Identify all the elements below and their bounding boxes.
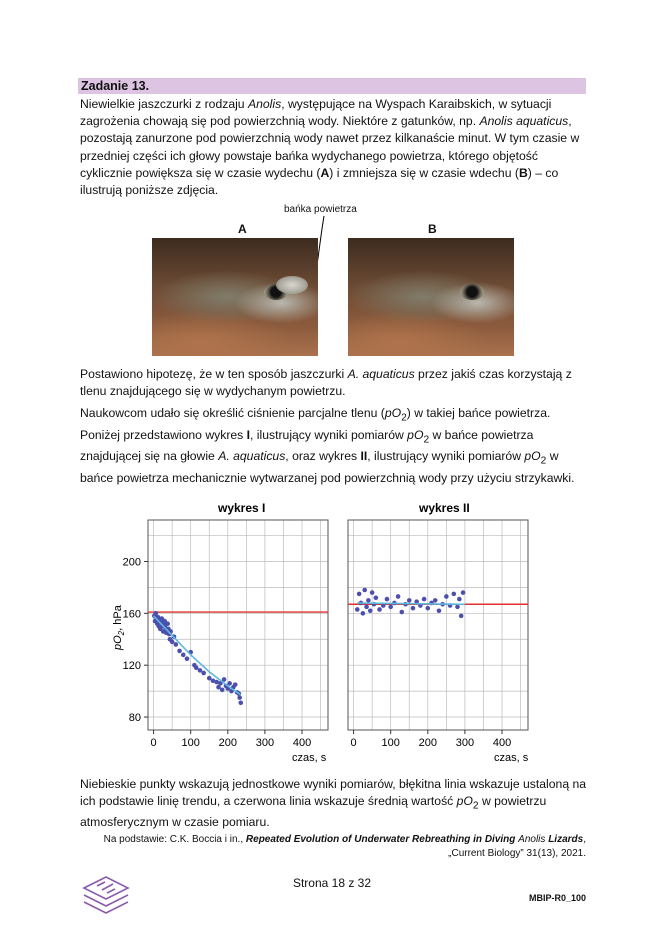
- data-point: [457, 597, 462, 602]
- data-point: [220, 688, 225, 693]
- hypothesis-paragraph: Postawiono hipotezę, że w ten sposób jaszczurki A. aquaticus przez jakiś czas korzystają z tlenu znajdującego się w wydychanym powietrzu.: [80, 367, 572, 399]
- chart-2-xlabel: czas, s: [494, 752, 529, 764]
- data-point: [361, 611, 366, 616]
- data-point: [201, 671, 206, 676]
- plot-frame: [348, 520, 528, 730]
- intro-paragraph: Niewielkie jaszczurki z rodzaju Anolis, występujące na Wyspach Karaibskich, w sytuacji zagrożenia chowają się pod powierzchnią wody. Niektóre z gatunków, np. Anolis aquaticus, pozostają zanurzone pod powierzchnią wody nawet przez kilkanaście minut. W tym czasie w przedniej części ich głowy powstaje bańka wydychanego powietrza, którego objętość cyklicznie powiększa się w czasie wydechu (A) i zmniejsza się w czasie wdechu (B) – co ilustrują poniższe zdjęcia.: [80, 97, 580, 198]
- y-tick-label: 80: [128, 712, 141, 725]
- x-tick-label: 300: [255, 737, 275, 749]
- x-tick-label: 300: [455, 737, 475, 749]
- x-tick-label: 0: [350, 737, 357, 749]
- chart-wykres-1: [123, 520, 328, 749]
- x-tick-label: 400: [492, 737, 512, 749]
- data-point: [362, 588, 367, 593]
- data-point: [207, 676, 212, 681]
- data-point: [198, 668, 203, 673]
- photo-a-label: A: [238, 222, 247, 236]
- chart-2-title: wykres II: [419, 501, 470, 515]
- y-tick-label: 160: [122, 608, 141, 621]
- data-point: [437, 608, 442, 613]
- data-point: [444, 594, 449, 599]
- data-point: [194, 665, 199, 670]
- y-tick-label: 200: [122, 556, 141, 569]
- photo-b-label: B: [428, 222, 437, 236]
- data-point: [370, 590, 375, 595]
- data-point: [377, 607, 382, 612]
- data-point: [237, 695, 242, 700]
- data-point: [177, 649, 182, 654]
- x-tick-label: 200: [418, 737, 437, 749]
- data-point: [461, 590, 466, 595]
- data-point: [433, 598, 438, 603]
- data-point: [422, 597, 427, 602]
- chart-1-xlabel: czas, s: [292, 752, 327, 764]
- x-tick-label: 100: [181, 737, 200, 749]
- data-point: [153, 611, 158, 616]
- exam-code: MBIP-R0_100: [528, 893, 586, 903]
- data-point: [364, 605, 369, 610]
- chart-1-title: wykres I: [218, 501, 266, 515]
- data-point: [165, 621, 170, 626]
- task-title: Zadanie 13.: [81, 79, 150, 93]
- data-point: [388, 605, 393, 610]
- chart-wykres-2: [348, 520, 528, 749]
- data-point: [233, 682, 238, 687]
- chart-1-ylabel: $pO_2$, hPa: [112, 605, 126, 650]
- data-point: [451, 592, 456, 597]
- data-point: [181, 653, 186, 658]
- data-point: [368, 608, 373, 613]
- data-point: [425, 606, 430, 611]
- bubble-label: bańka powietrza: [284, 204, 357, 215]
- research-paragraph: Naukowcom udało się określić ciśnienie parcjalne tlenu $(pO_2)$ w takiej bańce powietrza. Poniżej przedstawiono wykres I, ilustrujący wyniki pomiarów $pO_2$ w bańce powietrza znajdującej się na głowie A. aquaticus, oraz wykres II, ilustrujący wyniki pomiarów $pO_2$ w bańce powietrza mechanicznie wytwarzanej pod powierzchnią wody przy użyciu strzykawki.: [80, 406, 575, 485]
- data-point: [185, 656, 190, 661]
- data-point: [459, 614, 464, 619]
- y-tick-label: 120: [122, 660, 141, 673]
- data-point: [411, 606, 416, 611]
- exam-logo: [80, 868, 132, 914]
- data-point: [385, 597, 390, 602]
- x-tick-label: 0: [150, 737, 157, 749]
- data-point: [396, 594, 401, 599]
- source-citation: Na podstawie: C.K. Boccia i in., Repeated Evolution of Underwater Rebreathing in Diving Anolis Lizards, „Current Biology” 31(13), 2021.: [103, 834, 586, 859]
- data-point: [170, 640, 175, 645]
- data-point: [227, 681, 232, 686]
- data-point: [355, 607, 360, 612]
- x-tick-label: 400: [292, 737, 312, 749]
- data-point: [366, 598, 371, 603]
- data-point: [238, 700, 243, 705]
- data-point: [455, 605, 460, 610]
- chart-caption: Niebieskie punkty wskazują jednostkowe wyniki pomiarów, błękitna linia wskazuje ustaloną na ich podstawie linię trendu, a czerwona linia wskazuje średnią wartość $pO_2$ w powietrzu atmosferycznym w czasie pomiaru.: [80, 777, 587, 830]
- data-point: [407, 598, 412, 603]
- data-point: [374, 595, 379, 600]
- data-point: [400, 610, 405, 615]
- x-tick-label: 200: [218, 737, 237, 749]
- data-point: [174, 642, 179, 647]
- page-number: Strona 18 z 32: [292, 876, 372, 890]
- data-point: [357, 592, 362, 597]
- x-tick-label: 100: [381, 737, 400, 749]
